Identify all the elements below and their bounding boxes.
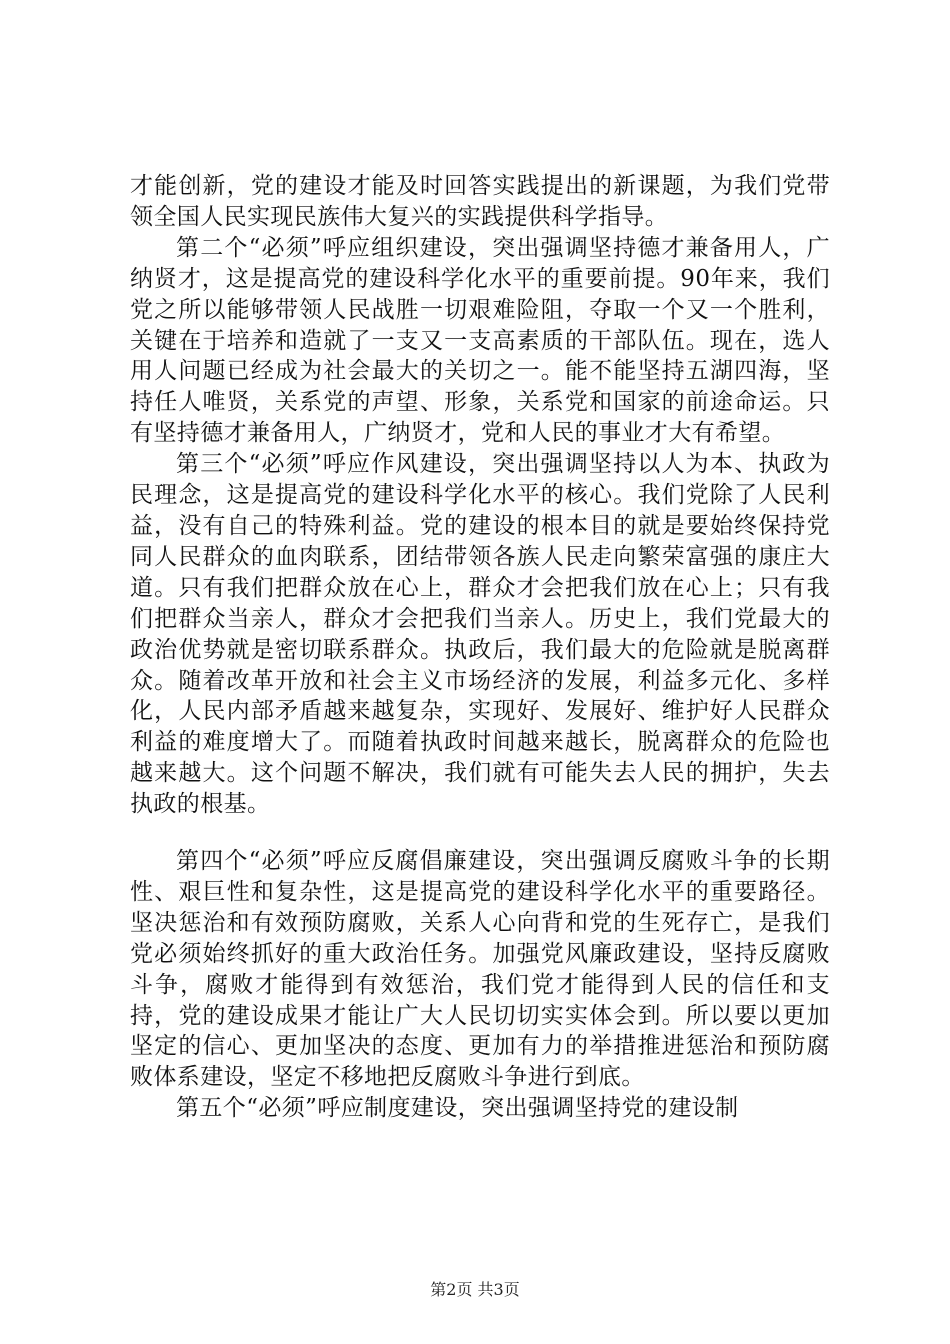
paragraph-5: 第五个“必须”呼应制度建设，突出强调坚持党的建设制 (176, 1095, 739, 1122)
paragraph-3: 第三个“必须”呼应作风建设，突出强调坚持以人为本、执政为民理念，这是提高党的建设科学化水平的核心。我们党除了人民利益，没有自己的特殊利益。党的建设的根本目的就是要始终保持党同人民群众的血肉联系，团结带领各族人民走向繁荣富强的康庄大道。只有我们把群众放在心上，群众才会把我们放在心上；只有我们把群众当亲人，群众才会把我们当亲人。历史上，我们党最大的政治优势就是密切联系群众。执政后，我们最大的危险就是脱离群众。随着改革开放和社会主义市场经济的发展，利益多元化、多样化，人民内部矛盾越来越复杂，实现好、发展好、维护好人民群众利益的难度增大了。而随着执政时间越来越长，脱离群众的危险也越来越大。这个问题不解决，我们就有可能失去人民的拥护，失去执政的根基。 (130, 451, 830, 818)
paragraph-4: 第四个“必须”呼应反腐倡廉建设，突出强调反腐败斗争的长期性、艰巨性和复杂性，这是提高党的建设科学化水平的重要路径。坚决惩治和有效预防腐败，关系人心向背和党的生死存亡，是我们党必须始终抓好的重大政治任务。加强党风廉政建设，坚持反腐败斗争，腐败才能得到有效惩治，我们党才能得到人民的信任和支持，党的建设成果才能让广大人民切切实实体会到。所以要以更加坚定的信心、更加坚决的态度、更加有力的举措推进惩治和预防腐败体系建设，坚定不移地把反腐败斗争进行到底。 (130, 848, 830, 1091)
paragraph-2: 第二个“必须”呼应组织建设，突出强调坚持德才兼备用人，广纳贤才，这是提高党的建设科学化水平的重要前提。90年来，我们党之所以能够带领人民战胜一切艰难险阻，夺取一个又一个胜利，关键在于培养和造就了一支又一支高素质的干部队伍。现在，选人用人问题已经成为社会最大的关切之一。能不能坚持五湖四海，坚持任人唯贤，关系党的声望、形象，关系党和国家的前途命运。只有坚持德才兼备用人，广纳贤才，党和人民的事业才大有希望。 (130, 234, 830, 447)
document-body (130, 171, 830, 1124)
paragraph-gap (130, 820, 830, 846)
paragraph-1: 才能创新，党的建设才能及时回答实践提出的新课题，为我们党带领全国人民实现民族伟大复兴的实践提供科学指导。 (130, 173, 830, 230)
page-footer: 第2页 共3页 (430, 1280, 520, 1299)
